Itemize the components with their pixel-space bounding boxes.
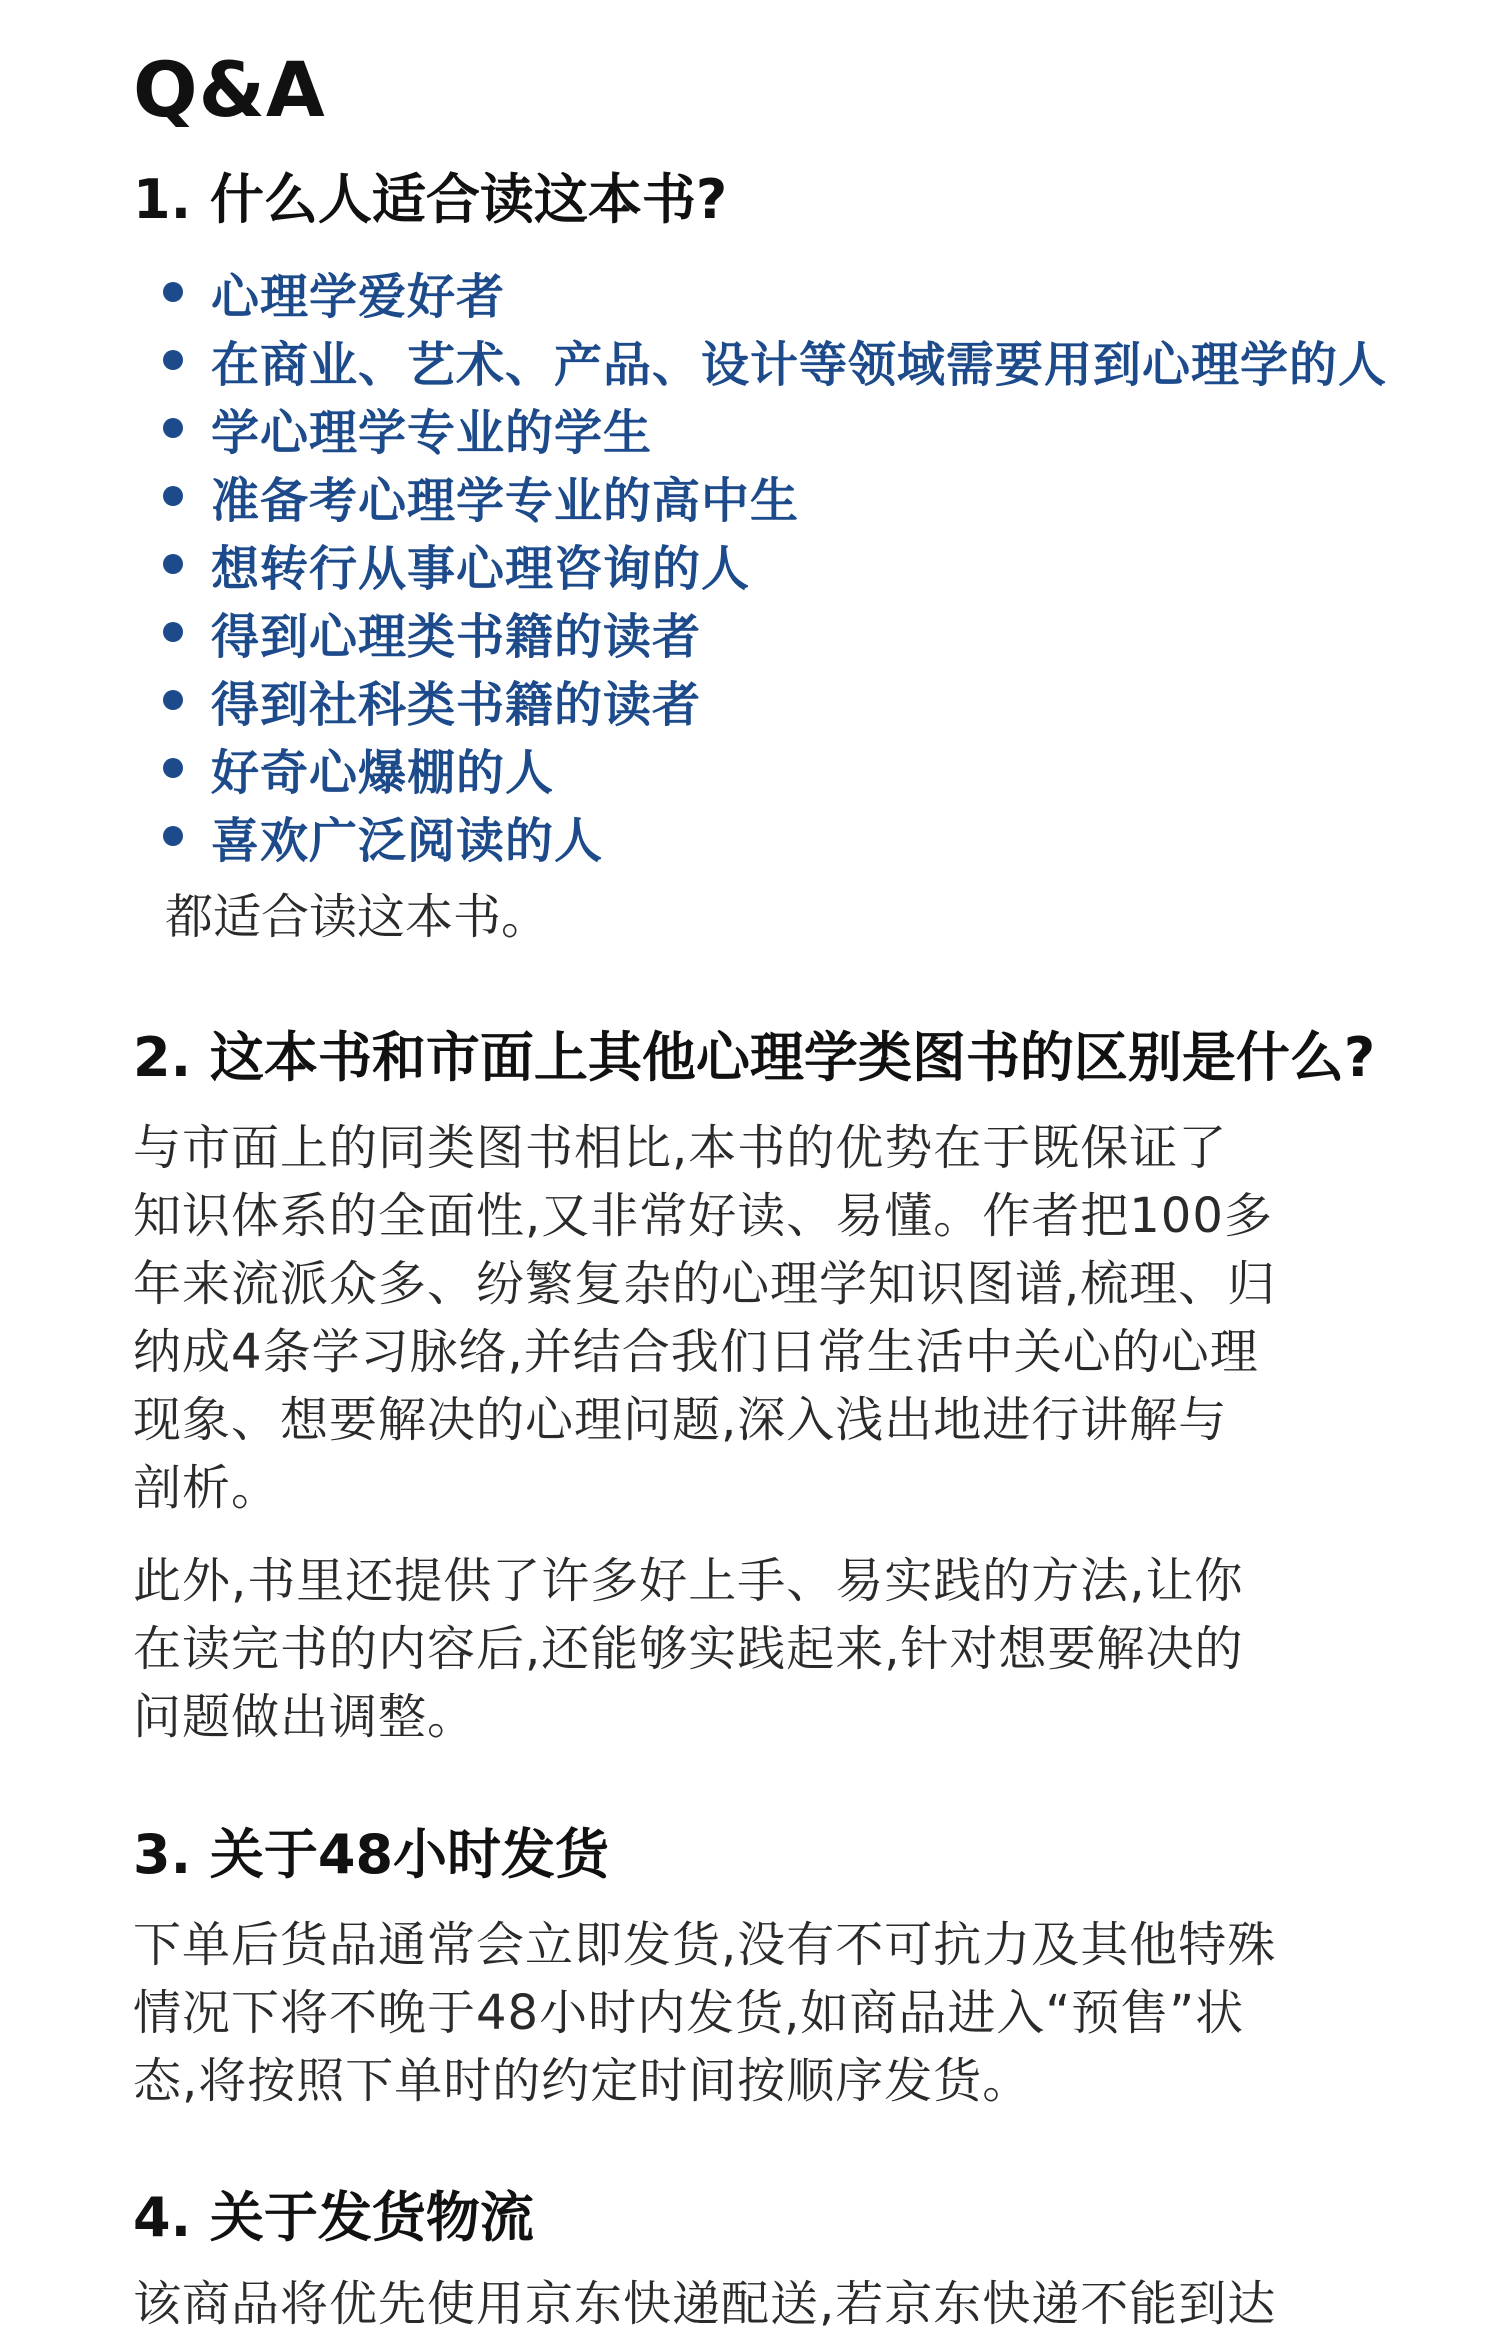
bullet-icon xyxy=(163,486,183,506)
question-2-heading: 2. 这本书和市面上其他心理学类图书的区别是什么? xyxy=(133,1026,1376,1089)
list-item-label: 得到社科类书籍的读者 xyxy=(211,676,702,733)
paragraph-line: 剖析。 xyxy=(133,1460,281,1516)
list-item xyxy=(163,598,1387,666)
list-item xyxy=(163,326,1387,394)
paragraph-line: 下单后货品通常会立即发货,没有不可抗力及其他特殊 xyxy=(133,1917,1277,1973)
bullet-icon xyxy=(163,418,183,438)
page-title: Q&A xyxy=(133,45,326,134)
question-1-conclusion: 都适合读这本书。 xyxy=(165,889,550,945)
list-item xyxy=(163,394,1387,462)
list-item-label: 心理学爱好者 xyxy=(211,268,506,325)
question-3-paragraph xyxy=(133,1911,1373,2115)
paragraph-line: 该商品将优先使用京东快递配送,若京东快递不能到达 xyxy=(133,2276,1277,2332)
bullet-icon xyxy=(163,690,183,710)
question-1-heading: 1. 什么人适合读这本书? xyxy=(133,168,728,231)
list-item-label: 喜欢广泛阅读的人 xyxy=(211,812,604,869)
paragraph-line: 在读完书的内容后,还能够实践起来,针对想要解决的 xyxy=(133,1621,1244,1677)
paragraph-line: 态,将按照下单时的约定时间按顺序发货。 xyxy=(133,2053,1032,2109)
bullet-icon xyxy=(163,826,183,846)
bullet-icon xyxy=(163,554,183,574)
list-item xyxy=(163,462,1387,530)
audience-list xyxy=(163,258,1387,870)
paragraph-line: 纳成4条学习脉络,并结合我们日常生活中关心的心理 xyxy=(133,1324,1259,1380)
list-item-label: 准备考心理学专业的高中生 xyxy=(211,472,800,529)
bullet-icon xyxy=(163,350,183,370)
question-4-heading: 4. 关于发货物流 xyxy=(133,2186,534,2249)
paragraph-line: 现象、想要解决的心理问题,深入浅出地进行讲解与 xyxy=(133,1392,1228,1448)
question-2-paragraph-2 xyxy=(133,1547,1373,1751)
list-item-label: 得到心理类书籍的读者 xyxy=(211,608,702,665)
paragraph-line: 情况下将不晚于48小时内发货,如商品进入“预售”状 xyxy=(133,1985,1245,2041)
list-item-label: 想转行从事心理咨询的人 xyxy=(211,540,751,597)
list-item-label: 在商业、艺术、产品、设计等领域需要用到心理学的人 xyxy=(211,336,1388,393)
list-item-label: 好奇心爆棚的人 xyxy=(211,744,555,801)
question-3-heading: 3. 关于48小时发货 xyxy=(133,1823,610,1886)
paragraph-line: 年来流派众多、纷繁复杂的心理学知识图谱,梳理、归 xyxy=(133,1256,1277,1312)
list-item xyxy=(163,734,1387,802)
list-item xyxy=(163,530,1387,598)
list-item xyxy=(163,666,1387,734)
paragraph-line: 问题做出调整。 xyxy=(133,1689,477,1745)
bullet-icon xyxy=(163,758,183,778)
paragraph-line: 此外,书里还提供了许多好上手、易实践的方法,让你 xyxy=(133,1553,1244,1609)
list-item xyxy=(163,802,1387,870)
paragraph-line: 知识体系的全面性,又非常好读、易懂。作者把100多 xyxy=(133,1188,1273,1244)
bullet-icon xyxy=(163,282,183,302)
list-item-label: 学心理学专业的学生 xyxy=(211,404,653,461)
paragraph-line: 与市面上的同类图书相比,本书的优势在于既保证了 xyxy=(133,1120,1228,1176)
question-4-paragraph xyxy=(133,2270,1373,2338)
list-item xyxy=(163,258,1387,326)
bullet-icon xyxy=(163,622,183,642)
question-2-paragraph-1 xyxy=(133,1114,1373,1522)
